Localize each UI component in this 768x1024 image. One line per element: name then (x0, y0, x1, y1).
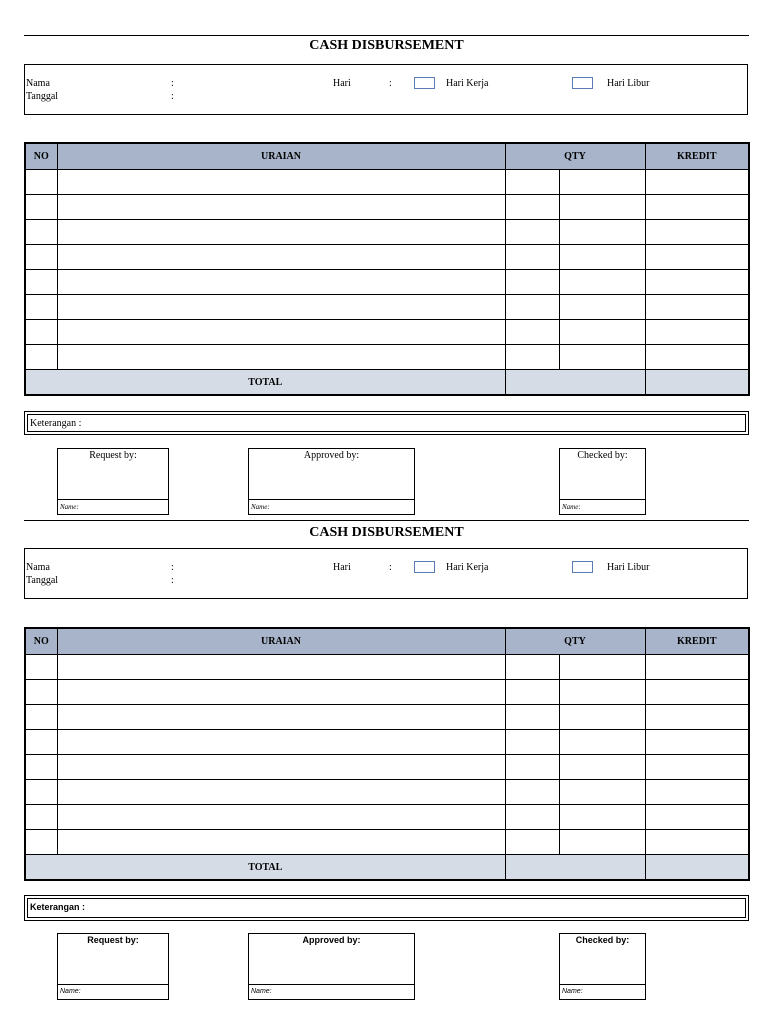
hari-label: Hari (333, 562, 351, 573)
cell-no[interactable] (25, 780, 57, 805)
keterangan-label: Keterangan : (30, 418, 82, 429)
checked-by-box[interactable] (559, 448, 646, 515)
cell-kredit[interactable] (645, 780, 749, 805)
cell-qty-unit[interactable] (559, 270, 645, 295)
tanggal-label: Tanggal (26, 575, 59, 586)
cell-no[interactable] (25, 705, 57, 730)
cell-qty[interactable] (505, 730, 559, 755)
total-label: TOTAL (25, 855, 505, 881)
col-kredit: KREDIT (645, 143, 749, 170)
form-title: CASH DISBURSEMENT (309, 525, 464, 540)
cell-kredit[interactable] (645, 245, 749, 270)
request-by-box[interactable] (57, 448, 169, 515)
cell-no[interactable] (25, 655, 57, 680)
col-qty: QTY (505, 628, 645, 655)
cell-no[interactable] (25, 730, 57, 755)
cell-qty[interactable] (505, 195, 559, 220)
cell-uraian[interactable] (57, 320, 505, 345)
keterangan-field[interactable] (27, 898, 746, 918)
cell-no[interactable] (25, 805, 57, 830)
cell-no[interactable] (25, 680, 57, 705)
info-box (24, 64, 748, 115)
cell-kredit[interactable] (645, 220, 749, 245)
tanggal-colon: : (171, 91, 174, 102)
table-row (25, 295, 749, 320)
cell-kredit[interactable] (645, 295, 749, 320)
table-row (25, 755, 749, 780)
cell-kredit[interactable] (645, 270, 749, 295)
total-label: TOTAL (25, 370, 505, 396)
cell-uraian[interactable] (57, 680, 505, 705)
cell-uraian[interactable] (57, 655, 505, 680)
cell-kredit[interactable] (645, 755, 749, 780)
cell-qty-unit[interactable] (559, 245, 645, 270)
cell-uraian[interactable] (57, 705, 505, 730)
cell-kredit[interactable] (645, 830, 749, 855)
form-title: CASH DISBURSEMENT (309, 38, 464, 53)
cell-uraian[interactable] (57, 730, 505, 755)
cell-qty-unit[interactable] (559, 195, 645, 220)
cell-qty[interactable] (505, 780, 559, 805)
hari-kerja-checkbox[interactable] (414, 77, 435, 89)
table-row (25, 245, 749, 270)
request-by-label: Request by: (89, 450, 137, 461)
keterangan-box (24, 895, 749, 921)
hari-libur-checkbox[interactable] (572, 77, 593, 89)
cell-uraian[interactable] (57, 755, 505, 780)
cell-qty-unit[interactable] (559, 320, 645, 345)
approved-by-box[interactable] (248, 448, 415, 515)
approved-by-box[interactable] (248, 933, 415, 1000)
cell-kredit[interactable] (645, 730, 749, 755)
cell-kredit[interactable] (645, 680, 749, 705)
cell-uraian[interactable] (57, 220, 505, 245)
cell-qty[interactable] (505, 830, 559, 855)
cell-kredit[interactable] (645, 195, 749, 220)
hari-kerja-checkbox[interactable] (414, 561, 435, 573)
request-by-box[interactable] (57, 933, 169, 1000)
checked-name-label: Name: (560, 984, 645, 999)
cell-no[interactable] (25, 270, 57, 295)
cell-no[interactable] (25, 320, 57, 345)
table-row (25, 655, 749, 680)
table-row (25, 195, 749, 220)
cell-qty[interactable] (505, 245, 559, 270)
cell-qty[interactable] (505, 655, 559, 680)
table-row (25, 705, 749, 730)
table-row (25, 805, 749, 830)
cell-uraian[interactable] (57, 170, 505, 195)
info-box (24, 548, 748, 599)
approved-name-label: Name: (249, 984, 414, 999)
cell-uraian[interactable] (57, 805, 505, 830)
keterangan-field[interactable] (27, 414, 746, 432)
cell-no[interactable] (25, 755, 57, 780)
cell-qty[interactable] (505, 345, 559, 370)
cell-qty-unit[interactable] (559, 680, 645, 705)
cell-no[interactable] (25, 170, 57, 195)
cell-no[interactable] (25, 830, 57, 855)
cell-uraian[interactable] (57, 830, 505, 855)
checked-by-box[interactable] (559, 933, 646, 1000)
table-row (25, 730, 749, 755)
cell-uraian[interactable] (57, 780, 505, 805)
table-row (25, 270, 749, 295)
cell-qty[interactable] (505, 220, 559, 245)
col-kredit: KREDIT (645, 628, 749, 655)
cell-uraian[interactable] (57, 195, 505, 220)
col-no: NO (25, 143, 57, 170)
request-name-label: Name: (58, 499, 168, 514)
col-no: NO (25, 628, 57, 655)
cell-qty-unit[interactable] (559, 830, 645, 855)
cell-qty-unit[interactable] (559, 705, 645, 730)
cell-qty[interactable] (505, 680, 559, 705)
cell-kredit[interactable] (645, 805, 749, 830)
total-kredit[interactable] (645, 855, 749, 881)
cell-qty-unit[interactable] (559, 655, 645, 680)
cell-qty[interactable] (505, 705, 559, 730)
cell-no[interactable] (25, 345, 57, 370)
request-name-label: Name: (58, 984, 168, 999)
hari-libur-label: Hari Libur (607, 562, 650, 573)
hari-label: Hari (333, 78, 351, 89)
approved-by-label: Approved by: (302, 935, 361, 945)
hari-libur-label: Hari Libur (607, 78, 650, 89)
hari-kerja-label: Hari Kerja (446, 78, 489, 89)
col-uraian: URAIAN (57, 628, 505, 655)
nama-colon: : (171, 78, 174, 89)
approved-by-label: Approved by: (303, 450, 360, 461)
col-qty: QTY (505, 143, 645, 170)
cell-kredit[interactable] (645, 345, 749, 370)
cell-uraian[interactable] (57, 245, 505, 270)
cell-kredit[interactable] (645, 655, 749, 680)
cell-qty[interactable] (505, 755, 559, 780)
hari-kerja-label: Hari Kerja (446, 562, 489, 573)
cell-uraian[interactable] (57, 345, 505, 370)
table-row (25, 830, 749, 855)
cell-qty-unit[interactable] (559, 170, 645, 195)
cell-uraian[interactable] (57, 270, 505, 295)
table-row (25, 170, 749, 195)
tanggal-colon: : (171, 575, 174, 586)
checked-by-label: Checked by: (575, 935, 630, 945)
cell-qty-unit[interactable] (559, 730, 645, 755)
keterangan-label: Keterangan : (30, 902, 86, 912)
cell-uraian[interactable] (57, 295, 505, 320)
nama-label: Nama (26, 562, 50, 573)
table-row (25, 345, 749, 370)
cell-qty-unit[interactable] (559, 295, 645, 320)
cell-qty-unit[interactable] (559, 780, 645, 805)
cell-qty-unit[interactable] (559, 345, 645, 370)
top-rule (24, 520, 749, 521)
cell-qty[interactable] (505, 270, 559, 295)
table-row (25, 320, 749, 345)
hari-colon: : (389, 78, 392, 89)
checked-by-label: Checked by: (577, 450, 628, 461)
items-table (24, 627, 750, 881)
total-row (25, 855, 749, 881)
cell-kredit[interactable] (645, 705, 749, 730)
table-row (25, 680, 749, 705)
col-uraian: URAIAN (57, 143, 505, 170)
approved-name-label: Name: (249, 499, 414, 514)
nama-colon: : (171, 562, 174, 573)
cell-qty-unit[interactable] (559, 805, 645, 830)
cell-qty[interactable] (505, 170, 559, 195)
cell-kredit[interactable] (645, 320, 749, 345)
total-row (25, 370, 749, 396)
cell-qty[interactable] (505, 320, 559, 345)
total-qty[interactable] (505, 855, 645, 881)
table-row (25, 220, 749, 245)
cell-qty-unit[interactable] (559, 755, 645, 780)
hari-colon: : (389, 562, 392, 573)
top-rule (24, 35, 749, 36)
cell-qty-unit[interactable] (559, 220, 645, 245)
cell-no[interactable] (25, 195, 57, 220)
table-row (25, 780, 749, 805)
cell-no[interactable] (25, 245, 57, 270)
cell-qty[interactable] (505, 805, 559, 830)
keterangan-box (24, 411, 749, 435)
cell-no[interactable] (25, 295, 57, 320)
nama-label: Nama (26, 78, 50, 89)
cell-no[interactable] (25, 220, 57, 245)
hari-libur-checkbox[interactable] (572, 561, 593, 573)
checked-name-label: Name: (560, 499, 645, 514)
tanggal-label: Tanggal (26, 91, 59, 102)
total-kredit[interactable] (645, 370, 749, 396)
items-table (24, 142, 750, 396)
cell-kredit[interactable] (645, 170, 749, 195)
request-by-label: Request by: (87, 935, 139, 945)
total-qty[interactable] (505, 370, 645, 396)
cell-qty[interactable] (505, 295, 559, 320)
